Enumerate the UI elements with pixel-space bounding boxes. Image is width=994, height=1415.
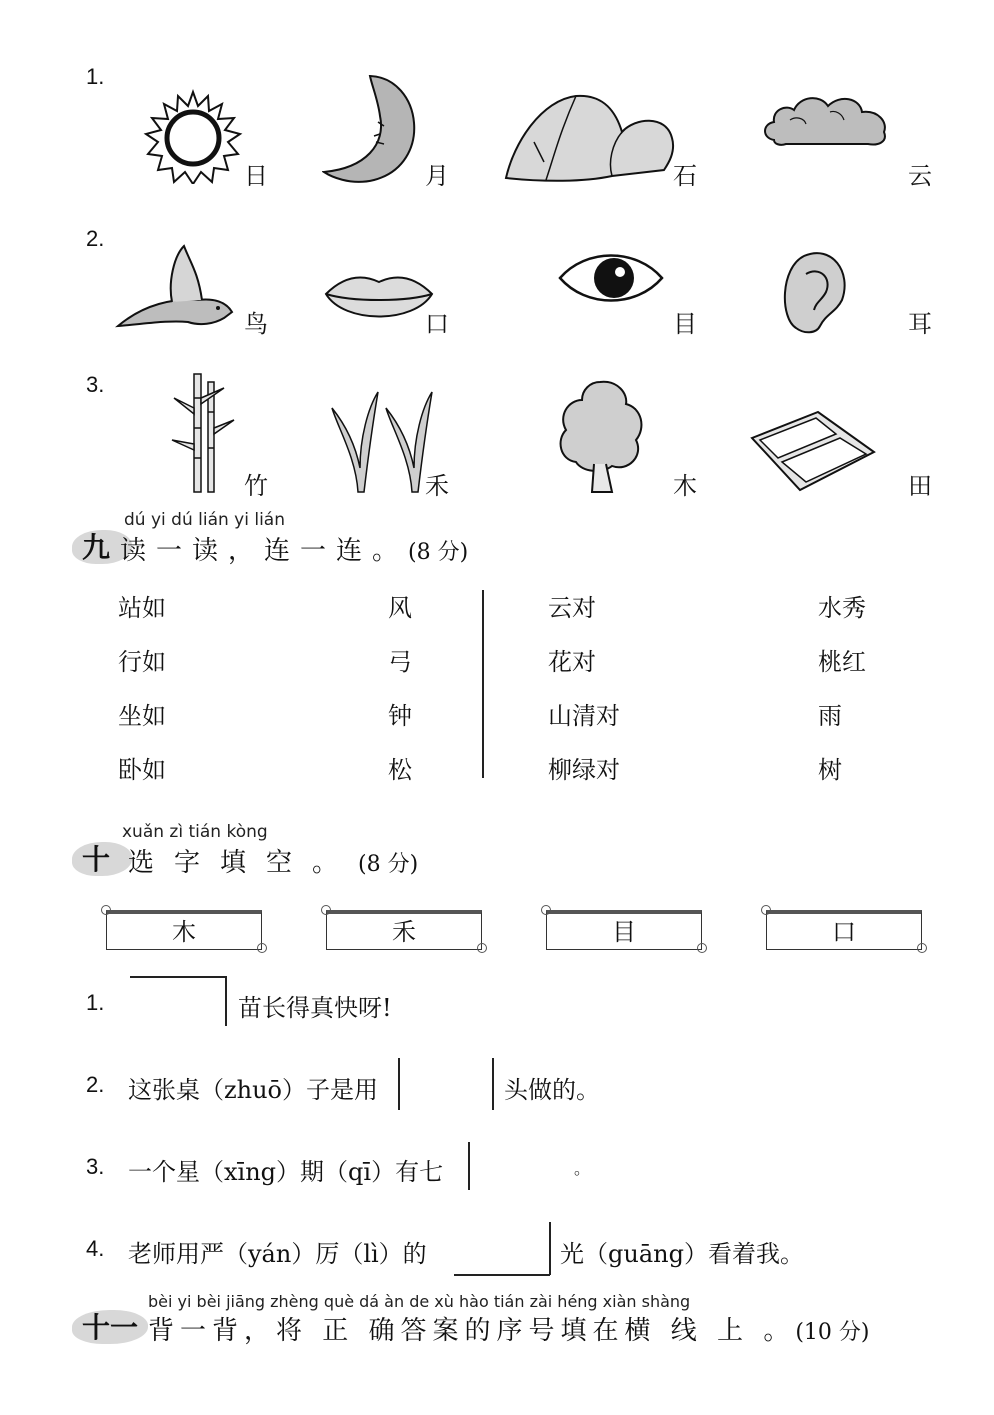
fill-q2-text-after: 头做的。 — [504, 1076, 600, 1104]
option-scroll-1[interactable]: 木 — [106, 910, 262, 950]
fill-q3-number: 3. — [86, 1154, 105, 1179]
picture-label-mouth: 口 — [425, 310, 449, 338]
fill-q4-text-after: 光（guāng）看着我。 — [560, 1240, 804, 1268]
section11-pinyin: bèi yi bèi jiāng zhèng què dá àn de xù hào tián zài héng xiàn shàng — [148, 1292, 691, 1311]
field-icon — [748, 408, 878, 492]
match-right-item-1[interactable]: 云对 — [548, 594, 596, 622]
match-right-item-4[interactable]: 柳绿对 — [548, 756, 620, 784]
eye-icon — [556, 248, 666, 310]
section11-score: (10 分) — [795, 1320, 870, 1345]
fill-q4-blank-side[interactable] — [549, 1222, 551, 1275]
fill-q1-blank-top — [130, 976, 226, 978]
match-divider — [482, 590, 484, 778]
picture-label-cloud: 云 — [908, 162, 932, 190]
fill-q1-text: 苗长得真快呀! — [238, 994, 392, 1022]
fill-q3-blank[interactable] — [468, 1142, 470, 1190]
picture-label-bird: 鸟 — [244, 310, 268, 338]
match-left-item-1[interactable]: 站如 — [118, 594, 166, 622]
section11-title: 背一背，将 正 确答案的序号填在横 线 上 。(10 分) — [148, 1316, 870, 1346]
match-left-answer-4[interactable]: 松 — [388, 756, 412, 784]
picture-label-moon: 月 — [425, 162, 449, 190]
picture-row-3-number: 3. — [86, 372, 105, 397]
section10-badge: 十 — [72, 842, 132, 876]
option-scroll-4[interactable]: 口 — [766, 910, 922, 950]
match-left-item-4[interactable]: 卧如 — [118, 756, 166, 784]
moon-icon — [322, 72, 426, 184]
fill-q1-blank-side[interactable] — [225, 976, 227, 1026]
match-left-answer-2[interactable]: 弓 — [388, 648, 412, 676]
option-scroll-2[interactable]: 禾 — [326, 910, 482, 950]
picture-row-2-number: 2. — [86, 226, 105, 251]
section10-pinyin: xuǎn zì tián kòng — [122, 822, 268, 842]
match-left-item-2[interactable]: 行如 — [118, 648, 166, 676]
match-right-item-2[interactable]: 花对 — [548, 648, 596, 676]
picture-label-grain: 禾 — [425, 472, 449, 500]
bamboo-icon — [168, 368, 238, 494]
section10-score: (8 分) — [358, 852, 419, 877]
picture-label-ear: 耳 — [908, 310, 932, 338]
picture-label-field: 田 — [908, 472, 932, 500]
section9-score: (8 分) — [408, 540, 469, 565]
fill-q2-blank-left[interactable] — [398, 1058, 400, 1110]
match-right-answer-3[interactable]: 雨 — [818, 702, 842, 730]
match-right-answer-2[interactable]: 桃红 — [818, 648, 866, 676]
picture-row-1-number: 1. — [86, 64, 105, 89]
picture-label-sun: 日 — [244, 162, 268, 190]
match-right-answer-4[interactable]: 树 — [818, 756, 842, 784]
fill-q4-text-before: 老师用严（yán）厉（lì）的 — [128, 1240, 427, 1268]
match-left-answer-3[interactable]: 钟 — [388, 702, 412, 730]
section9-pinyin: dú yi dú lián yi lián — [124, 510, 285, 530]
bird-icon — [114, 242, 236, 330]
picture-label-bamboo: 竹 — [244, 472, 268, 500]
section11-badge: 十一 — [72, 1310, 148, 1344]
fill-q3-text-after: 。 — [574, 1159, 591, 1178]
cloud-icon — [760, 90, 892, 148]
match-left-answer-1[interactable]: 风 — [388, 594, 412, 622]
fill-q1-number: 1. — [86, 990, 105, 1015]
match-left-item-3[interactable]: 坐如 — [118, 702, 166, 730]
picture-label-stone: 石 — [673, 162, 697, 190]
mouth-icon — [322, 268, 436, 332]
section9-badge: 九 — [72, 530, 132, 564]
match-right-item-3[interactable]: 山清对 — [548, 702, 620, 730]
tree-icon — [556, 378, 646, 494]
match-right-answer-1[interactable]: 水秀 — [818, 594, 866, 622]
fill-q4-number: 4. — [86, 1236, 105, 1261]
picture-label-eye: 目 — [673, 310, 697, 338]
picture-label-tree: 木 — [673, 472, 697, 500]
section9-title: 读一读，连一连。(8 分) — [120, 536, 469, 566]
sun-icon — [140, 88, 246, 184]
fill-q4-blank-bottom[interactable] — [454, 1274, 550, 1276]
ear-icon — [776, 248, 852, 334]
fill-q2-blank-right[interactable] — [492, 1058, 494, 1110]
fill-q2-text-before: 这张桌（zhuō）子是用 — [128, 1076, 379, 1104]
option-scroll-3[interactable]: 目 — [546, 910, 702, 950]
fill-q2-number: 2. — [86, 1072, 105, 1097]
fill-q3-text-before: 一个星（xīng）期（qī）有七 — [128, 1158, 444, 1186]
stone-icon — [504, 92, 676, 184]
section10-title: 选字填空。(8 分) — [128, 848, 419, 878]
